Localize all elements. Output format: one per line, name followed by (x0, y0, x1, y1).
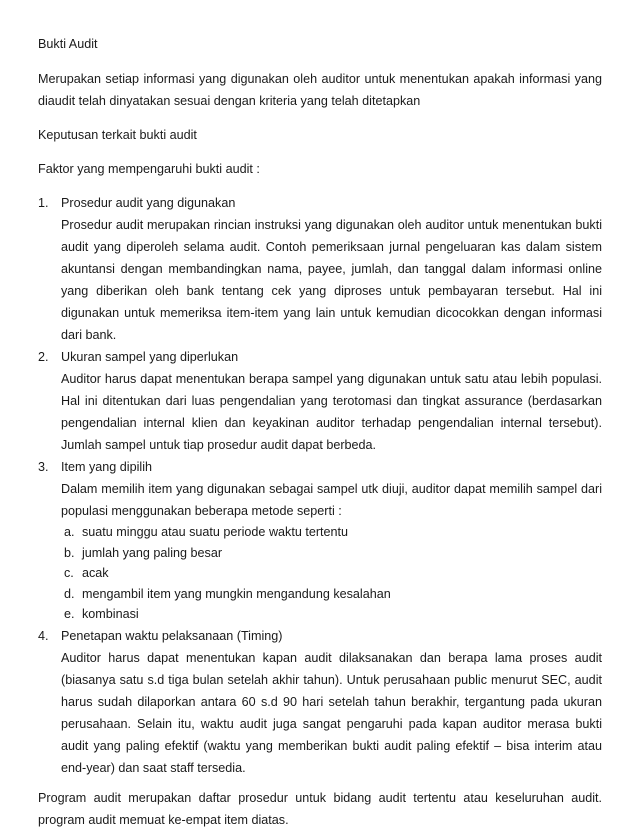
definition-paragraph: Merupakan setiap informasi yang digunakan oleh auditor untuk menentukan apakah informasi yang diaudit telah dinyatakan sesuai dengan kriteria yang telah ditetapkan (38, 72, 602, 108)
factor-body: Auditor harus dapat menentukan kapan audit dilaksanakan dan berapa lama proses audit (biasanya satu s.d tiga bulan setelah akhir tahun). Untuk perusahaan public menurut SEC, audit harus sudah dilaporkan antara 60 s.d 90 hari setelah tahun berakhir, tergantung pada ukuran perusahaan. Selain itu, waktu audit juga sangat pengaruhi pada kapan auditor merasa bukti audit yang paling efektif (waktu yang memberikan bukti audit paling efektif – bisa interim atau end-year) dan saat staff tersedia. (61, 650, 602, 775)
method-letter: d. (64, 586, 75, 601)
factor-number: 4. (38, 628, 49, 643)
factor-number: 1. (38, 196, 49, 210)
method-text: kombinasi (82, 607, 139, 621)
document-title: Bukti Audit (38, 37, 98, 51)
method-item (61, 604, 602, 625)
factor-list (38, 192, 602, 779)
closing-paragraph: Program audit merupakan daftar prosedur untuk bidang audit tertentu atau keseluruhan audit. program audit memuat ke-empat item diatas. (38, 790, 602, 827)
method-letter: b. (64, 545, 75, 560)
factor-number: 2. (38, 350, 49, 364)
factor-item (38, 192, 602, 346)
factor-body: Dalam memilih item yang digunakan sebagai sampel utk diuji, auditor dapat memilih sampel dari populasi menggunakan beberapa metode seperti : (61, 482, 602, 518)
method-text: suatu minggu atau suatu periode waktu tertentu (82, 525, 349, 539)
factor-item (38, 625, 602, 779)
factor-heading: Prosedur audit yang digunakan (61, 196, 236, 210)
decisions-heading: Keputusan terkait bukti audit (38, 128, 197, 142)
method-letter: e. (64, 607, 75, 621)
method-text: mengambil item yang mungkin mengandung kesalahan (82, 586, 391, 601)
method-text: jumlah yang paling besar (82, 545, 223, 560)
factor-number: 3. (38, 460, 49, 474)
method-item (61, 522, 602, 543)
method-letter: a. (64, 525, 75, 539)
method-letter: c. (64, 566, 74, 580)
method-item (61, 584, 602, 605)
method-item (61, 543, 602, 564)
factor-heading: Ukuran sampel yang diperlukan (61, 350, 239, 364)
factor-heading: Item yang dipilih (61, 460, 153, 474)
factor-item (38, 456, 602, 625)
factor-item (38, 346, 602, 456)
factor-body: Auditor harus dapat menentukan berapa sampel yang digunakan untuk satu atau lebih populasi. Hal ini ditentukan dari luas pengendalian yang terotomasi dan tingkat assurance (berdasarkan pengendalian internal klien dan keyakinan auditor terhadap pengendalian internal tersebut). Jumlah sampel untuk tiap prosedur audit dapat berbeda. (61, 372, 602, 452)
method-list (61, 522, 602, 625)
factors-heading: Faktor yang mempengaruhi bukti audit : (38, 162, 260, 176)
method-item (61, 563, 602, 584)
factor-heading: Penetapan waktu pelaksanaan (Timing) (61, 628, 283, 643)
method-text: acak (82, 566, 109, 580)
factor-body: Prosedur audit merupakan rincian instruksi yang digunakan oleh auditor untuk menentukan bukti audit yang diperoleh selama audit. Contoh pemeriksaan jurnal pengeluaran kas dalam sistem akuntansi dengan membandingkan nama, payee, jumlah, dan tanggal dalam informasi online yang diberikan oleh bank tentang cek yang diproses untuk pembayaran tersebut. Hal ini digunakan untuk memeriksa item-item yang lain untuk kemudian dicocokkan dengan informasi dari bank. (61, 218, 602, 342)
